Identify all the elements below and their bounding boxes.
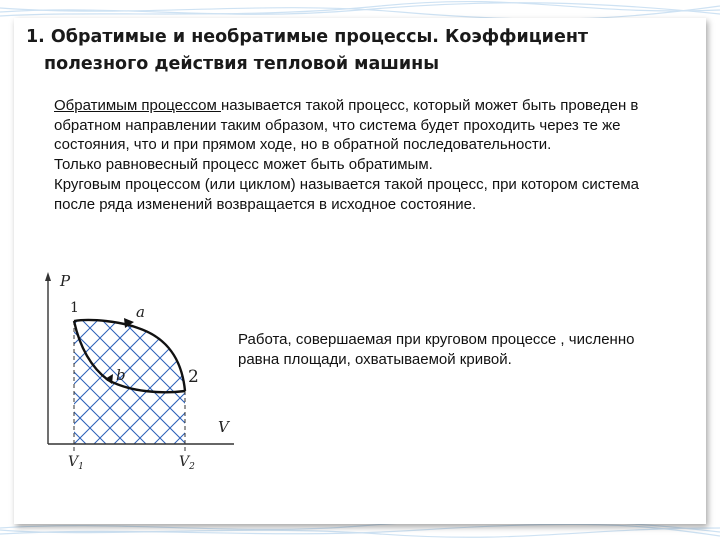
definition-cycle: Круговым процессом (или циклом) называется такой процесс, при котором система после ряда изменений возвращается в исходное состояние.: [54, 175, 640, 213]
curve-label-b: b: [116, 366, 126, 384]
tick-label-v2: $V_2$: [179, 454, 195, 472]
work-area-hatching: [30, 268, 240, 458]
point-label-1: 1: [70, 300, 79, 316]
definition-reversible-text: называется такой процесс, который может быть проведен в обратном направлении таким образом, что система будет проходить через те же состояния, что и при прямом ходе, но в обратной последовательности.: [54, 97, 639, 154]
point-label-2: 2: [188, 367, 199, 387]
title-line-1: 1. Обратимые и необратимые процессы. Коэффициент: [26, 27, 589, 47]
definition-reversible: [54, 96, 654, 155]
curve-b-arrow: [105, 374, 113, 384]
side-note-work: Работа, совершаемая при круговом процессе , численно равна площади, охватываемой кривой.: [238, 331, 635, 368]
pv-cycle-diagram: [30, 268, 240, 478]
p-axis-arrow: [45, 272, 51, 281]
slide-title: [26, 24, 666, 78]
tick-label-v1: $V_1$: [68, 454, 84, 472]
statement-equilibrium: Только равновесный процесс может быть обратимым.: [54, 156, 433, 174]
axis-label-p: P: [60, 272, 71, 290]
title-line-2: полезного действия тепловой машины: [44, 54, 440, 74]
curve-a: [74, 320, 185, 391]
curve-b: [74, 321, 185, 392]
term-reversible-process: Обратимым процессом: [54, 97, 221, 114]
body-text: [54, 96, 654, 214]
axis-label-v: V: [218, 418, 229, 436]
curve-label-a: a: [136, 303, 145, 321]
